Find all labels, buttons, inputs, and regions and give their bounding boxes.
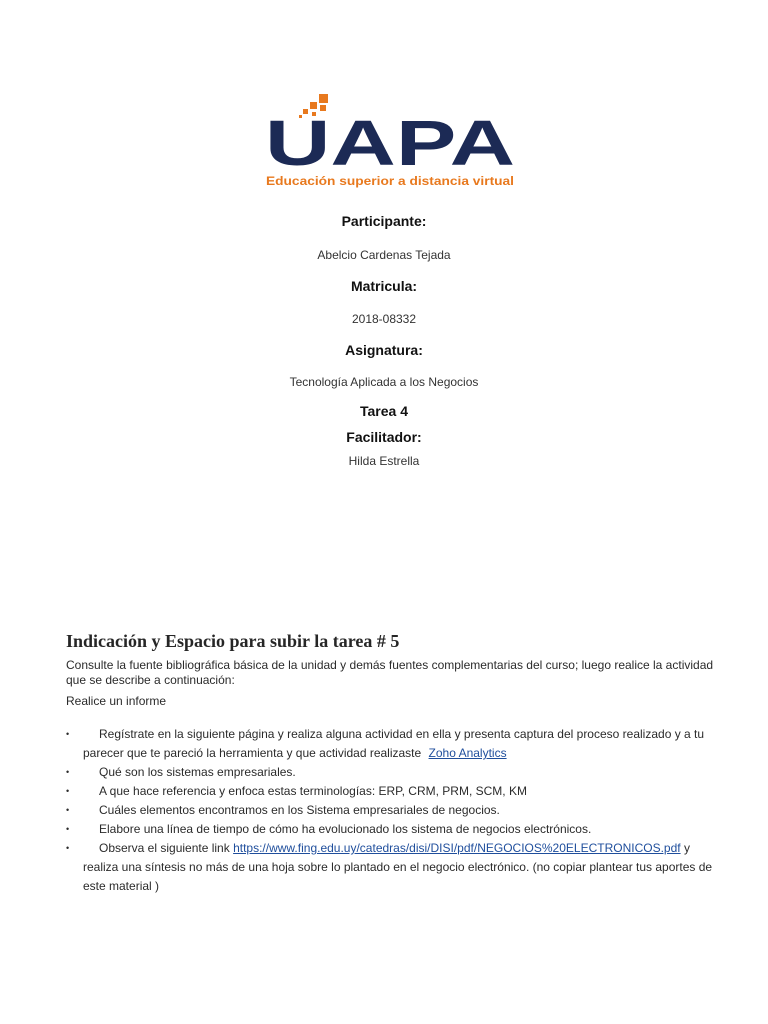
bullet-icon: •: [66, 843, 70, 853]
participant-label: Participante:: [341, 213, 427, 229]
list-item: [66, 782, 716, 801]
facilitador-label: Facilitador:: [346, 429, 422, 445]
bullet-icon: •: [66, 824, 70, 834]
uapa-logo-graphic: [262, 92, 518, 192]
logo-accent-square: [319, 94, 328, 103]
logo-wordmark: UAPA: [265, 107, 515, 179]
list-item: [66, 839, 716, 896]
list-item: [66, 801, 716, 820]
list-item: [66, 820, 716, 839]
facilitador-name: Hilda Estrella: [348, 454, 420, 468]
uapa-logo: [262, 92, 518, 192]
list-item-text: Elabore una línea de tiempo de cómo ha evolucionado los sistema de negocios electrónicos.: [99, 822, 592, 836]
list-item-text: Cuáles elementos encontramos en los Sistema empresariales de negocios.: [99, 803, 500, 817]
list-item-text: A que hace referencia y enfoca estas terminologías: ERP, CRM, PRM, SCM, KM: [99, 784, 527, 798]
bullet-icon: •: [66, 729, 70, 739]
participant-name: Abelcio Cardenas Tejada: [317, 248, 451, 262]
list-item: [66, 763, 716, 782]
zoho-analytics-link[interactable]: Zoho Analytics: [428, 746, 507, 760]
negocios-electronicos-pdf-link[interactable]: https://www.fing.edu.uy/catedras/disi/DISI/pdf/NEGOCIOS%20ELECTRONICOS.pdf: [233, 841, 681, 855]
section-title: Indicación y Espacio para subir la tarea # 5: [66, 631, 400, 651]
matricula-value: 2018-08332: [351, 312, 417, 326]
list-item: [66, 725, 716, 763]
tarea-label: Tarea 4: [360, 403, 408, 419]
intro-paragraph: Consulte la fuente bibliográfica básica de la unidad y demás fuentes complementarias del curso; luego realice la actividad que se describe a continuación:: [66, 658, 714, 687]
asignatura-value: Tecnología Aplicada a los Negocios: [289, 375, 479, 389]
asignatura-label: Asignatura:: [345, 342, 423, 358]
list-item-text: y realiza una síntesis no más de una hoja sobre lo plantado en el negocio electrónico. (no copiar plantear tus aportes de este material ): [83, 841, 713, 893]
matricula-label: Matricula:: [350, 278, 418, 294]
bullet-icon: •: [66, 805, 70, 815]
bullet-icon: •: [66, 767, 70, 777]
logo-tagline: Educación superior a distancia virtual: [266, 174, 514, 188]
task-list: [66, 725, 716, 896]
list-item-text: Regístrate en la siguiente página y realiza alguna actividad en ella y presenta captura del proceso realizado y a tu parecer que te pareció la herramienta y que actividad realizaste: [83, 727, 705, 760]
list-item-text: Observa el siguiente link: [99, 841, 230, 855]
list-item-text: Qué son los sistemas empresariales.: [99, 765, 296, 779]
bullet-icon: •: [66, 786, 70, 796]
instruction-text: Realice un informe: [66, 694, 167, 708]
